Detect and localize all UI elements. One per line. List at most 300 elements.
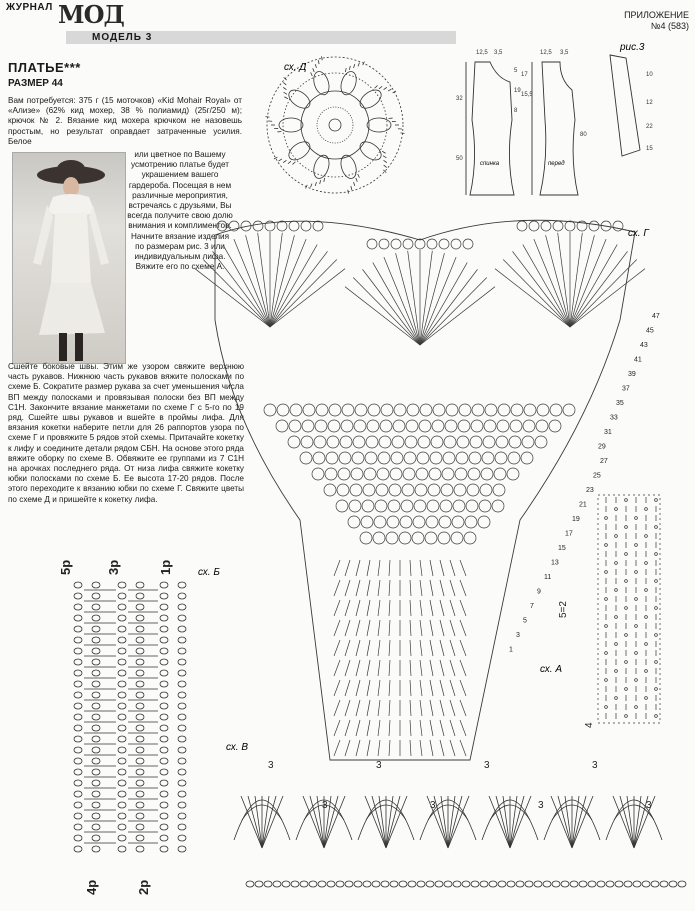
chain-stitch	[92, 835, 100, 841]
picot	[427, 239, 437, 249]
mesh-arch	[428, 484, 440, 496]
stitch-post	[450, 640, 455, 656]
mesh-arch	[442, 468, 454, 480]
stitch-dot	[625, 688, 628, 691]
fan-stitch	[634, 796, 655, 848]
stitch-dot	[635, 679, 638, 682]
stitch-mark	[358, 63, 359, 67]
mesh-arch	[386, 532, 398, 544]
fan-stitch	[324, 796, 345, 848]
fan-stitch	[324, 796, 338, 848]
chain-stitch	[136, 780, 144, 786]
stitch-post	[345, 620, 350, 636]
stitch-post	[440, 680, 444, 696]
mesh-arch	[420, 404, 432, 416]
edging-scallop	[544, 800, 600, 840]
stitch-post	[378, 620, 380, 636]
edging-arch	[366, 805, 406, 820]
stitch-post	[378, 680, 380, 696]
stitch-post	[450, 680, 455, 696]
mesh-arch	[354, 420, 366, 432]
mesh-arch	[452, 516, 464, 528]
stitch-dot	[655, 553, 658, 556]
mesh-arch	[414, 500, 426, 512]
mesh-arch	[493, 484, 505, 496]
mesh-arch	[451, 532, 463, 544]
mesh-arch	[336, 500, 348, 512]
edging-scallop	[420, 800, 476, 840]
chain-stitch	[615, 881, 623, 887]
mesh-arch	[348, 516, 360, 528]
chain-stitch	[480, 881, 488, 887]
mesh-arch	[478, 516, 490, 528]
chain-stitch	[92, 846, 100, 852]
edging-arch	[304, 805, 344, 820]
mesh-arch	[350, 484, 362, 496]
fan-stitch	[262, 796, 269, 848]
stitch-post	[420, 740, 422, 756]
chain-stitch	[178, 703, 186, 709]
chain-stitch	[118, 604, 126, 610]
mesh-arch	[315, 420, 327, 432]
label-scheme-v: сх. В	[226, 742, 249, 753]
fan-stitch	[558, 233, 570, 327]
chain-stitch	[178, 769, 186, 775]
article-flow-text: или цветное по Вашему усмотрению платье будет украшением вашего гардероба. Посещая в нем различные мероприятия, встречаясь с друзьями, Вы всегда получите свою долю внимания и комплиментов. Начните вязание изделия по размерам рис. 3 или индивидуальным лифа. Вяжите его по схеме А.	[127, 150, 233, 272]
stitch-post	[345, 580, 350, 596]
stitch-post	[389, 700, 390, 716]
mesh-arch	[381, 404, 393, 416]
chain-stitch	[136, 637, 144, 643]
stitch-post	[430, 640, 433, 656]
chain-stitch	[160, 736, 168, 742]
fan-stitch	[270, 233, 282, 327]
row-number: 21	[579, 501, 587, 509]
stitch-post	[345, 700, 350, 716]
stitch-mark	[284, 77, 287, 80]
chain-stitch	[136, 802, 144, 808]
fan-stitch	[570, 251, 627, 327]
stitch-dot	[615, 643, 618, 646]
fan-stitch	[570, 233, 582, 327]
stitch-dot	[655, 634, 658, 637]
fan-stitch	[270, 251, 327, 327]
stitch-dot	[605, 544, 608, 547]
stitch-post	[410, 620, 411, 636]
chain-stitch	[462, 881, 470, 887]
mesh-arch	[416, 468, 428, 480]
chain-stitch	[408, 881, 416, 887]
mesh-arch	[377, 468, 389, 480]
chain-stitch	[74, 681, 82, 687]
fig3-dim-sleeve: 10	[646, 72, 653, 78]
stitch-post	[345, 600, 350, 616]
row-label-bottom: 4р	[84, 879, 99, 895]
mesh-arch	[426, 516, 438, 528]
article-title: ПЛАТЬЕ***	[8, 60, 81, 75]
row-label-bottom: 2р	[136, 879, 151, 895]
row-number: 19	[572, 516, 580, 523]
stitch-mark	[313, 68, 314, 72]
chain-stitch	[498, 881, 506, 887]
mesh-arch	[406, 420, 418, 432]
scheme-a-frame	[598, 495, 660, 723]
chain-stitch	[178, 582, 186, 588]
fan-stitch	[363, 269, 420, 345]
stitch-post	[440, 720, 444, 736]
stitch-post	[460, 660, 466, 676]
edging-scallop	[482, 800, 538, 840]
stitch-dot	[605, 571, 608, 574]
mesh-arch	[496, 436, 508, 448]
picot	[253, 221, 263, 231]
mesh-arch	[340, 436, 352, 448]
chain-stitch	[118, 758, 126, 764]
fan-stitch	[262, 796, 276, 848]
stitch-post	[410, 600, 411, 616]
label-scheme-d: сх. Д	[284, 62, 307, 73]
chain-stitch	[74, 736, 82, 742]
chain-stitch	[471, 881, 479, 887]
stitch-post	[460, 580, 466, 596]
stitch-post	[389, 620, 390, 636]
flower-petal	[286, 138, 314, 163]
chain-stitch	[92, 714, 100, 720]
chain-stitch	[669, 881, 677, 887]
mesh-arch	[419, 420, 431, 432]
chain-stitch	[642, 881, 650, 887]
stitch-post	[460, 700, 466, 716]
stitch-post	[450, 720, 455, 736]
fan-stitch	[496, 796, 510, 848]
mesh-arch	[457, 436, 469, 448]
mesh-arch	[431, 436, 443, 448]
mesh-arch	[324, 484, 336, 496]
stitch-post	[410, 700, 411, 716]
mesh-arch	[365, 452, 377, 464]
chain-stitch	[160, 703, 168, 709]
chain-stitch	[118, 659, 126, 665]
chain-stitch	[118, 703, 126, 709]
row-number: 43	[640, 342, 648, 349]
chain-stitch	[136, 692, 144, 698]
chain-stitch	[160, 637, 168, 643]
stitch-post	[356, 620, 360, 636]
stitch-mark	[349, 66, 350, 70]
mesh-arch	[353, 436, 365, 448]
chain-stitch	[136, 714, 144, 720]
chain-stitch	[74, 780, 82, 786]
fan-stitch	[613, 796, 634, 848]
chain-stitch	[136, 615, 144, 621]
stitch-dot	[625, 526, 628, 529]
stitch-post	[430, 720, 433, 736]
fan-stitch	[258, 233, 270, 327]
chain-stitch	[178, 681, 186, 687]
chain-stitch	[118, 846, 126, 852]
mesh-arch	[301, 436, 313, 448]
fan-stitch	[495, 269, 570, 327]
fig3-dim-back: 8	[514, 108, 518, 114]
fan-stitch	[270, 239, 306, 327]
chain-stitch	[118, 802, 126, 808]
chain-stitch	[136, 736, 144, 742]
chain-stitch	[178, 780, 186, 786]
mesh-arch	[523, 420, 535, 432]
mesh-arch	[454, 484, 466, 496]
stitch-post	[367, 640, 370, 656]
stitch-post	[356, 640, 360, 656]
chain-stitch	[136, 846, 144, 852]
chain-stitch	[118, 824, 126, 830]
stitch-post	[389, 680, 390, 696]
stitch-mark	[354, 64, 355, 68]
chain-stitch	[660, 881, 668, 887]
row-number: 27	[600, 458, 608, 465]
stitch-post	[420, 660, 422, 676]
fan-stitch	[420, 277, 487, 345]
picot	[415, 239, 425, 249]
stitch-post	[367, 580, 370, 596]
chain-stitch	[160, 835, 168, 841]
mesh-arch	[290, 404, 302, 416]
chain-stitch	[92, 637, 100, 643]
picot	[529, 221, 539, 231]
fan-stitch	[365, 796, 386, 848]
stitch-post	[420, 720, 422, 736]
picot	[289, 221, 299, 231]
stitch-post	[367, 700, 370, 716]
picot	[601, 221, 611, 231]
stitch-post	[345, 560, 350, 576]
stitch-dot	[625, 715, 628, 718]
stitch-post	[440, 640, 444, 656]
materials-text: Вам потребуется: 375 г (15 моточков) «Kid Mohair Royal» от «Ализе» (62% кид мохер, 38 % полиамид) (25г/250 м); крючок № 2.	[8, 96, 242, 126]
stitch-post	[420, 600, 422, 616]
mesh-arch	[379, 436, 391, 448]
mesh-arch	[407, 404, 419, 416]
chain-stitch	[178, 846, 186, 852]
flower-petal	[338, 70, 359, 97]
picot	[313, 221, 323, 231]
intro-text: Вязание кид мохера крючком не назовешь простым, но результат оправдает затраченные усилия. Белое	[8, 116, 242, 146]
chain-stitch	[118, 670, 126, 676]
stitch-post	[334, 640, 340, 656]
stitch-post	[389, 740, 390, 756]
mesh-arch	[536, 420, 548, 432]
fan-stitch	[448, 796, 462, 848]
stitch-mark	[283, 87, 286, 89]
fan-stitch	[570, 239, 606, 327]
chain-stitch	[426, 881, 434, 887]
chain-stitch	[74, 802, 82, 808]
chain-stitch	[92, 813, 100, 819]
stitch-post	[389, 600, 390, 616]
mesh-arch	[550, 404, 562, 416]
stitch-mark	[384, 165, 387, 168]
stitch-mark	[283, 82, 286, 85]
model-label: МОДЕЛЬ 3	[92, 32, 153, 43]
chain-stitch	[309, 881, 317, 887]
stitch-dot	[615, 616, 618, 619]
mesh-arch	[453, 500, 465, 512]
mesh-arch	[325, 468, 337, 480]
mesh-arch	[329, 404, 341, 416]
chain-stitch	[178, 824, 186, 830]
fan-stitch	[420, 257, 456, 345]
mesh-arch	[459, 404, 471, 416]
mesh-arch	[373, 532, 385, 544]
chain-stitch	[178, 736, 186, 742]
fan-stitch	[255, 796, 262, 848]
fan-stitch	[420, 287, 495, 345]
stitch-post	[430, 580, 433, 596]
lace-scheme-a	[598, 495, 660, 723]
chain-stitch	[136, 626, 144, 632]
stitch-dot	[655, 661, 658, 664]
picot	[577, 221, 587, 231]
mesh-arch	[417, 452, 429, 464]
stitch-post	[410, 580, 411, 596]
stitch-post	[367, 720, 370, 736]
stitch-post	[367, 740, 370, 756]
chain-stitch	[74, 637, 82, 643]
fan-stitch	[441, 796, 448, 848]
main-lace-scheme-g	[195, 220, 645, 760]
stitch-mark	[384, 160, 387, 162]
chain-stitch	[444, 881, 452, 887]
fig3-dim-back: 12,5	[476, 50, 488, 56]
picot	[265, 221, 275, 231]
chain-stitch	[74, 824, 82, 830]
fan-stitch	[513, 251, 570, 327]
stitch-post	[378, 580, 380, 596]
chain-stitch	[264, 881, 272, 887]
stitch-dot	[605, 517, 608, 520]
stitch-post	[389, 560, 390, 576]
row-number: 29	[598, 443, 606, 451]
stitch-dot	[655, 607, 658, 610]
edging-number: 3	[484, 760, 490, 771]
mesh-arch	[376, 484, 388, 496]
fig3-dim-back: 3,5	[494, 50, 503, 56]
chain-stitch	[92, 736, 100, 742]
stitch-post	[440, 580, 444, 596]
stitch-post	[410, 740, 411, 756]
stitch-post	[420, 680, 422, 696]
fan-stitch	[420, 253, 444, 345]
stitch-post	[430, 560, 433, 576]
fig3-dim-sleeve: 12	[646, 100, 653, 106]
chain-stitch	[178, 791, 186, 797]
mesh-arch	[349, 500, 361, 512]
stitch-dot	[605, 679, 608, 682]
stitch-dot	[605, 652, 608, 655]
stitch-post	[345, 660, 350, 676]
fan-stitch	[270, 245, 317, 327]
fan-stitch	[386, 796, 400, 848]
mesh-arch	[510, 420, 522, 432]
chain-stitch	[678, 881, 686, 887]
fan-stitch	[534, 239, 570, 327]
pattern-figure-3	[466, 55, 640, 195]
stitch-post	[334, 580, 340, 596]
chain-stitch	[92, 769, 100, 775]
chain-stitch	[390, 881, 398, 887]
chain-stitch	[118, 648, 126, 654]
stitch-post	[430, 600, 433, 616]
chain-stitch	[255, 881, 263, 887]
fan-stitch	[572, 796, 579, 848]
stitch-mark	[345, 68, 346, 72]
row-label-top: 3р	[106, 559, 121, 575]
mesh-arch	[399, 532, 411, 544]
stitch-post	[367, 600, 370, 616]
magazine-label: ЖУРНАЛ	[6, 2, 53, 13]
fan-stitch	[270, 259, 337, 327]
fan-stitch	[420, 251, 432, 345]
fan-stitch	[195, 269, 270, 327]
row-number: 9	[537, 588, 541, 596]
stitch-post	[356, 560, 360, 576]
stitch-dot	[655, 580, 658, 583]
chain-stitch	[178, 725, 186, 731]
chain-stitch	[318, 881, 326, 887]
stitch-post	[389, 640, 390, 656]
stitch-mark	[279, 159, 282, 161]
row-number: 17	[565, 530, 573, 538]
chain-stitch	[74, 725, 82, 731]
chain-stitch	[543, 881, 551, 887]
chain-stitch	[178, 615, 186, 621]
flower-motif-scheme-d	[266, 56, 405, 193]
chain-stitch	[118, 582, 126, 588]
stitch-post	[420, 560, 422, 576]
stitch-post	[460, 620, 466, 636]
mesh-arch	[351, 468, 363, 480]
mesh-arch	[368, 404, 380, 416]
stitch-dot	[635, 517, 638, 520]
mesh-arch	[342, 404, 354, 416]
edging-number: 3	[538, 800, 544, 811]
article-bottom-text: Сшейте боковые швы. Этим же узором свяжите верхнюю часть рукавов. Нижнюю часть рукавов вяжите полосками по схеме Б. Сократите размер рукава за счет уменьшения числа ВП между полосками и провязывая полоски без ВП между С1Н. Закончите вязание манжетами по схеме Г с 5-го по 19 ряд. Сшейте швы рукавов и вшейте в проймы лифа. Для вязания кокетки наберите петли для 26 раппортов узора по схеме Г и провяжите 5 рядов этой схемы. Притачайте кокетку к лифу и соедините детали рядом СБН. На основе этого ряда вяжите оборку по схеме В. Обвяжите ее группами из 7 С1Н на арочках последнего ряда. От низа лифа свяжите кокетку юбки полосками по схеме Б. Ее высота 17-20 рядов. После этого переходите к вязанию юбки по схеме Г. Свяжите цветы по схеме Д и пришейте к кокетку лифа.	[8, 362, 244, 504]
stitch-dot	[625, 661, 628, 664]
fan-stitch	[420, 269, 477, 345]
picot	[613, 221, 623, 231]
chain-stitch	[74, 615, 82, 621]
mesh-arch	[430, 452, 442, 464]
chain-stitch	[372, 881, 380, 887]
stitch-post	[345, 680, 350, 696]
chain-stitch	[160, 824, 168, 830]
mesh-arch	[355, 404, 367, 416]
chain-stitch	[160, 659, 168, 665]
edging-arch	[614, 805, 654, 820]
mesh-arch	[441, 484, 453, 496]
stitch-post	[367, 660, 370, 676]
mesh-arch	[484, 420, 496, 432]
fan-stitch	[408, 251, 420, 345]
flower-petal	[338, 153, 359, 180]
chain-stitch	[74, 593, 82, 599]
edging-arch	[552, 805, 592, 820]
mesh-arch	[480, 484, 492, 496]
stitch-mark	[384, 87, 387, 89]
stitch-mark	[379, 86, 382, 89]
stitch-dot	[645, 562, 648, 565]
mesh-arch	[404, 452, 416, 464]
stitch-mark	[375, 86, 378, 89]
